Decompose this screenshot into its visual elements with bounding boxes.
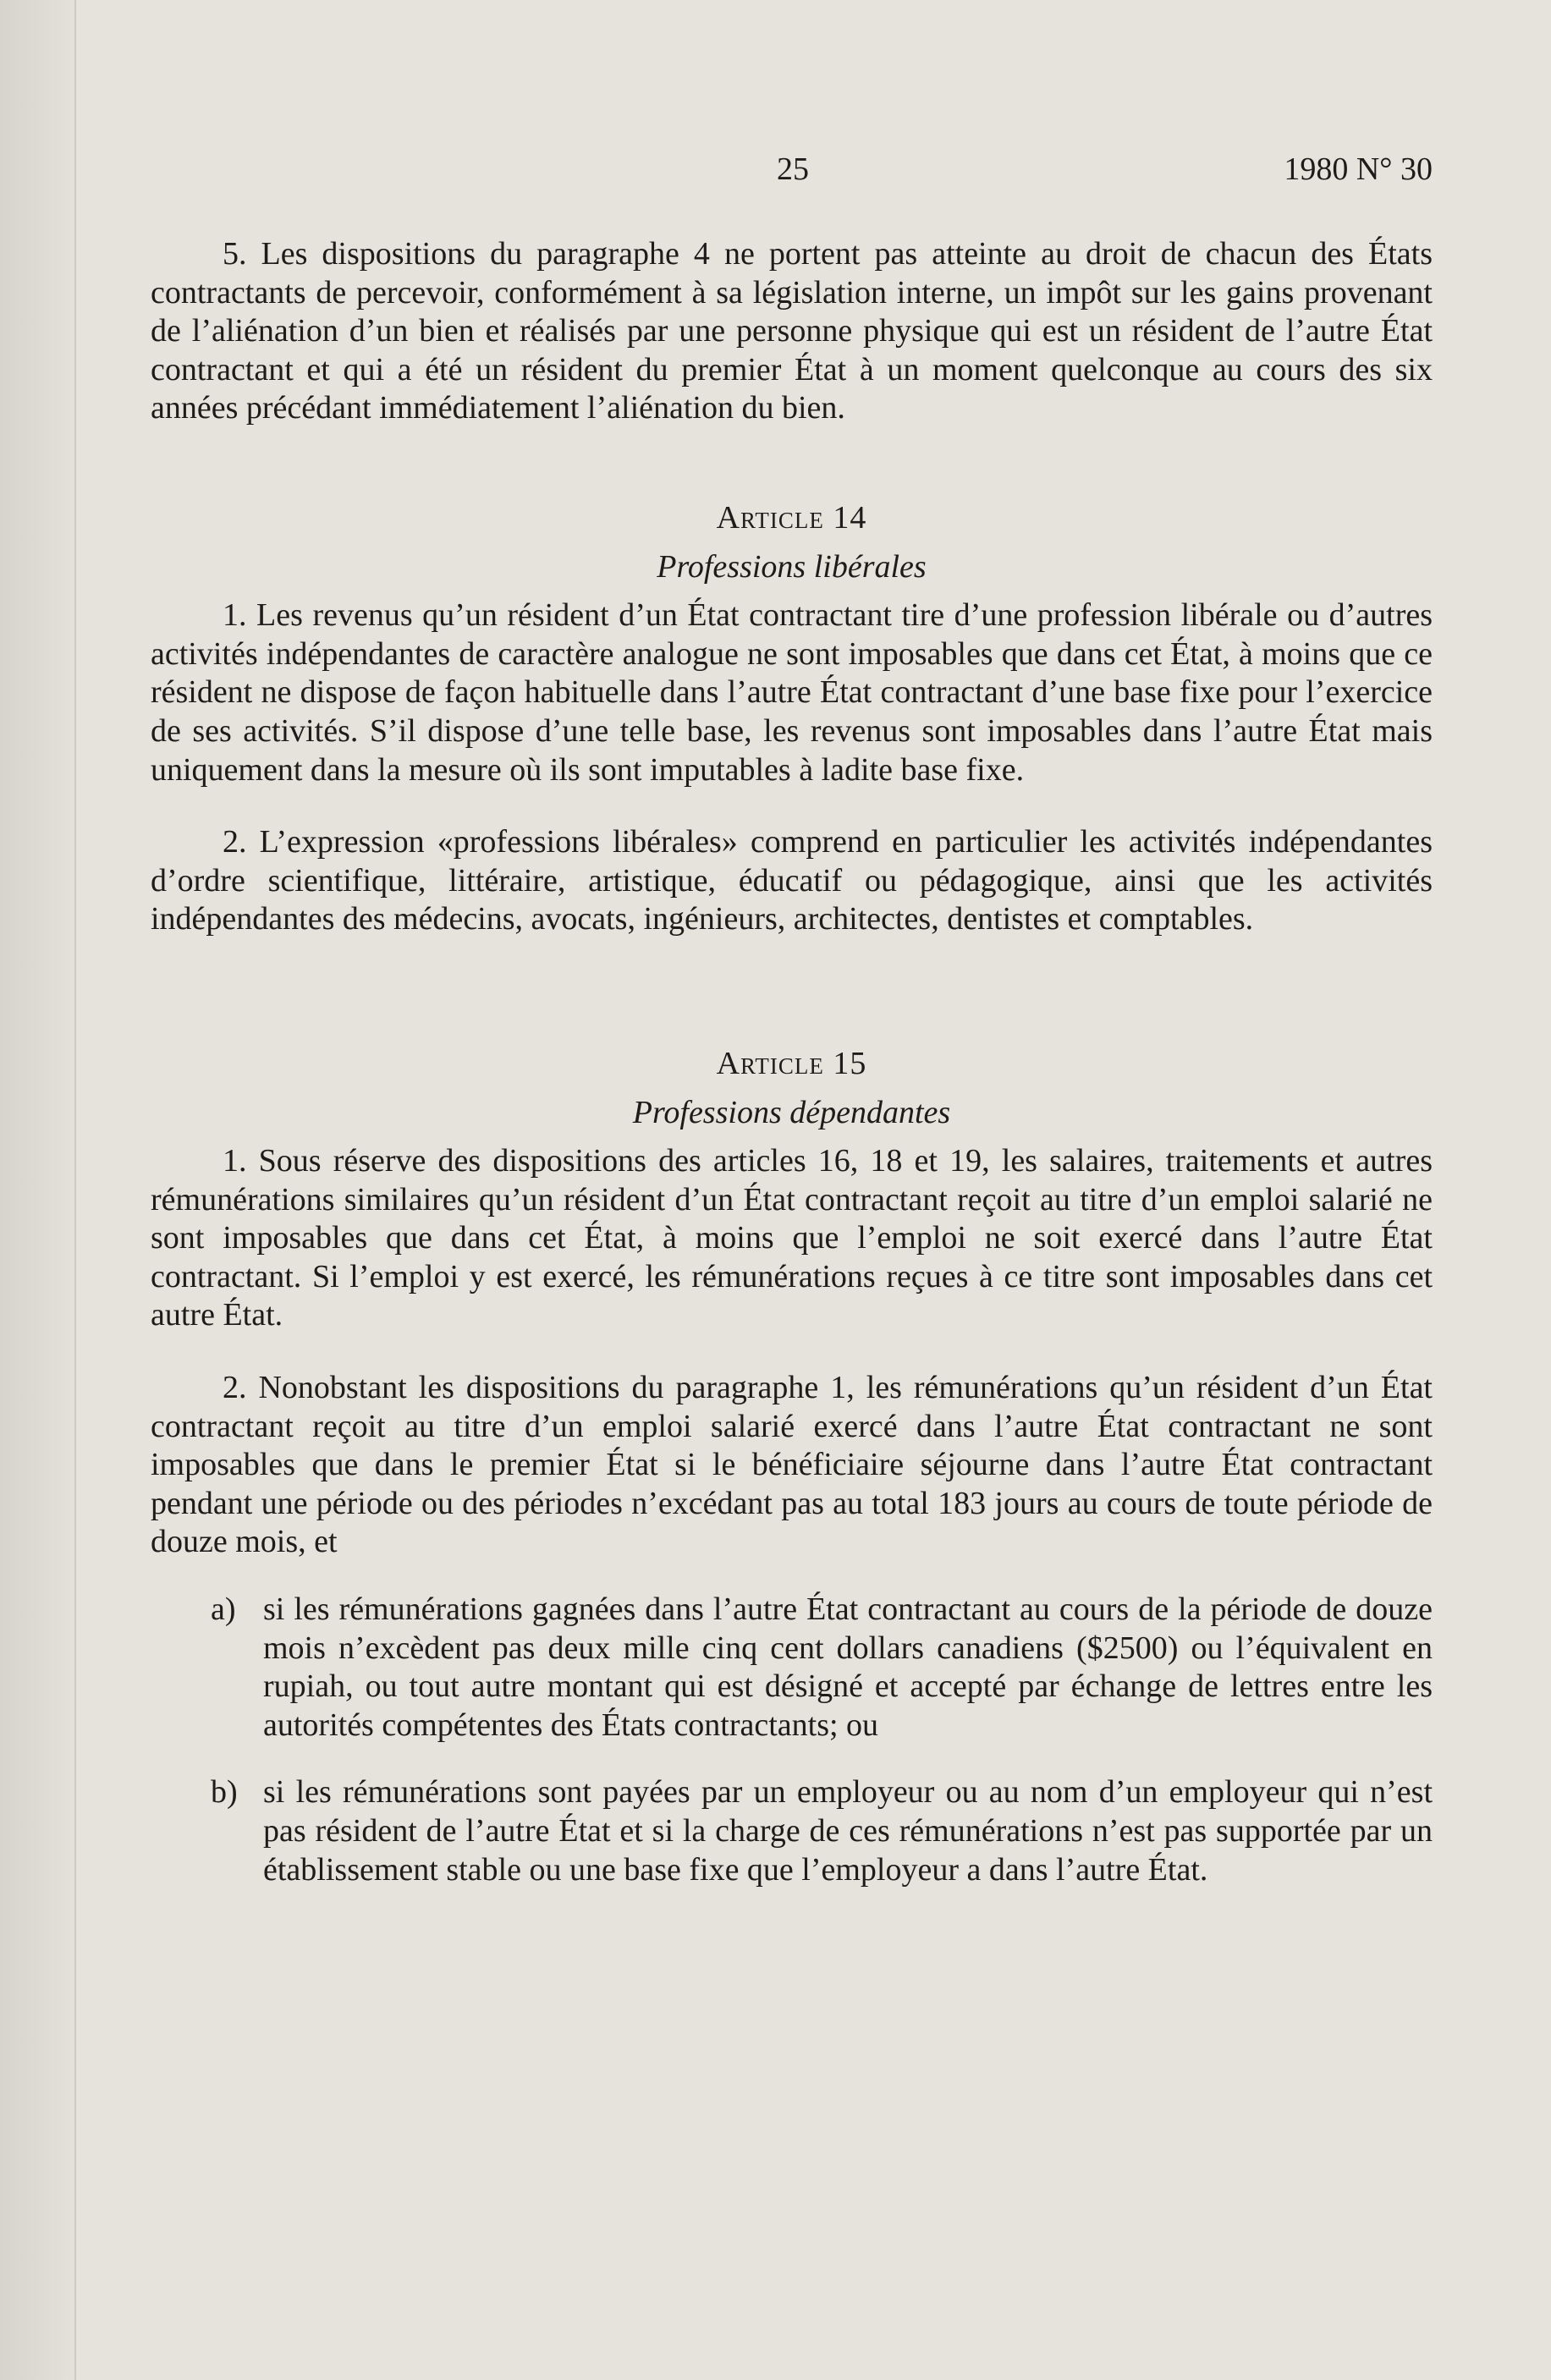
volume-reference: 1980 N° 30 xyxy=(1284,151,1433,187)
article-14-title: Article 14 xyxy=(716,499,867,536)
article-15-subtitle: Professions dépendantes xyxy=(632,1094,951,1130)
list-item-a xyxy=(151,1591,1433,1745)
list-marker-b: b) xyxy=(211,1774,238,1811)
list-text-a: si les rémunérations gagnées dans l’autre État contractant au cours de la période de douze mois n’excèdent pas deux mille cinq cent dollars canadiens ($2500) ou l’équivalent en rupiah, ou tout autre montant qui est désigné et accepté par échange de lettres entre les autorités compétentes des États contractants; ou xyxy=(263,1591,1433,1743)
document-body xyxy=(151,235,1433,1889)
page-fold-line xyxy=(74,0,76,2380)
article-15-paragraph-2: 2. Nonobstant les dispositions du paragraphe 1, les rémunérations qu’un résident d’un État contractant reçoit au titre d’un emploi salarié exercé dans l’autre État contractant ne sont imposables que dans le premier État si le bénéficiaire séjourne dans l’autre État contractant pendant une période ou des périodes n’excédant pas au total 183 jours au cours de toute période de douze mois, et xyxy=(151,1370,1433,1560)
list-item-b xyxy=(151,1773,1433,1889)
page-number: 25 xyxy=(777,151,809,187)
article-15-title: Article 15 xyxy=(716,1045,867,1081)
article-14-subtitle: Professions libérales xyxy=(657,548,927,585)
page-binding-edge xyxy=(0,0,80,2380)
page-header xyxy=(151,151,1433,193)
list-text-b: si les rémunérations sont payées par un employeur ou au nom d’un employeur qui n’est pas résident de l’autre État et si la charge de ces rémunérations n’est pas supportée par un établissement stable ou une base fixe que l’employeur a dans l’autre État. xyxy=(263,1774,1433,1888)
article-14-paragraph-1: 1. Les revenus qu’un résident d’un État contractant tire d’une profession libérale ou d’autres activités indépendantes de caractère analogue ne sont imposables que dans cet État, à moins que ce résident ne dispose de façon habituelle dans l’autre État contractant d’une base fixe pour l’exercice de ses activités. S’il dispose d’une telle base, les revenus sont imposables dans l’autre État mais uniquement dans la mesure où ils sont imputables à ladite base fixe. xyxy=(151,597,1433,788)
list-marker-a: a) xyxy=(211,1591,236,1628)
article-14-paragraph-2: 2. L’expression «professions libérales» comprend en particulier les activités indépendantes d’ordre scientifique, littéraire, artistique, éducatif ou pédagogique, ainsi que les activités indépendantes des médecins, avocats, ingénieurs, architectes, dentistes et comptables. xyxy=(151,824,1433,937)
article-15-paragraph-1: 1. Sous réserve des dispositions des articles 16, 18 et 19, les salaires, traitements et autres rémunérations similaires qu’un résident d’un État contractant reçoit au titre d’un emploi salarié ne sont imposables que dans cet État, à moins que l’emploi ne soit exercé dans l’autre État contractant. Si l’emploi y est exercé, les rémunérations reçues à ce titre sont imposables dans cet autre État. xyxy=(151,1143,1433,1333)
paragraph-5: 5. Les dispositions du paragraphe 4 ne portent pas atteinte au droit de chacun des États contractants de percevoir, conformément à sa législation interne, un impôt sur les gains provenant de l’aliénation d’un bien et réalisés par une personne physique qui est un résident de l’autre État contractant et qui a été un résident du premier État à un moment quelconque au cours des six années précédant immédiatement l’aliénation du bien. xyxy=(151,236,1433,426)
